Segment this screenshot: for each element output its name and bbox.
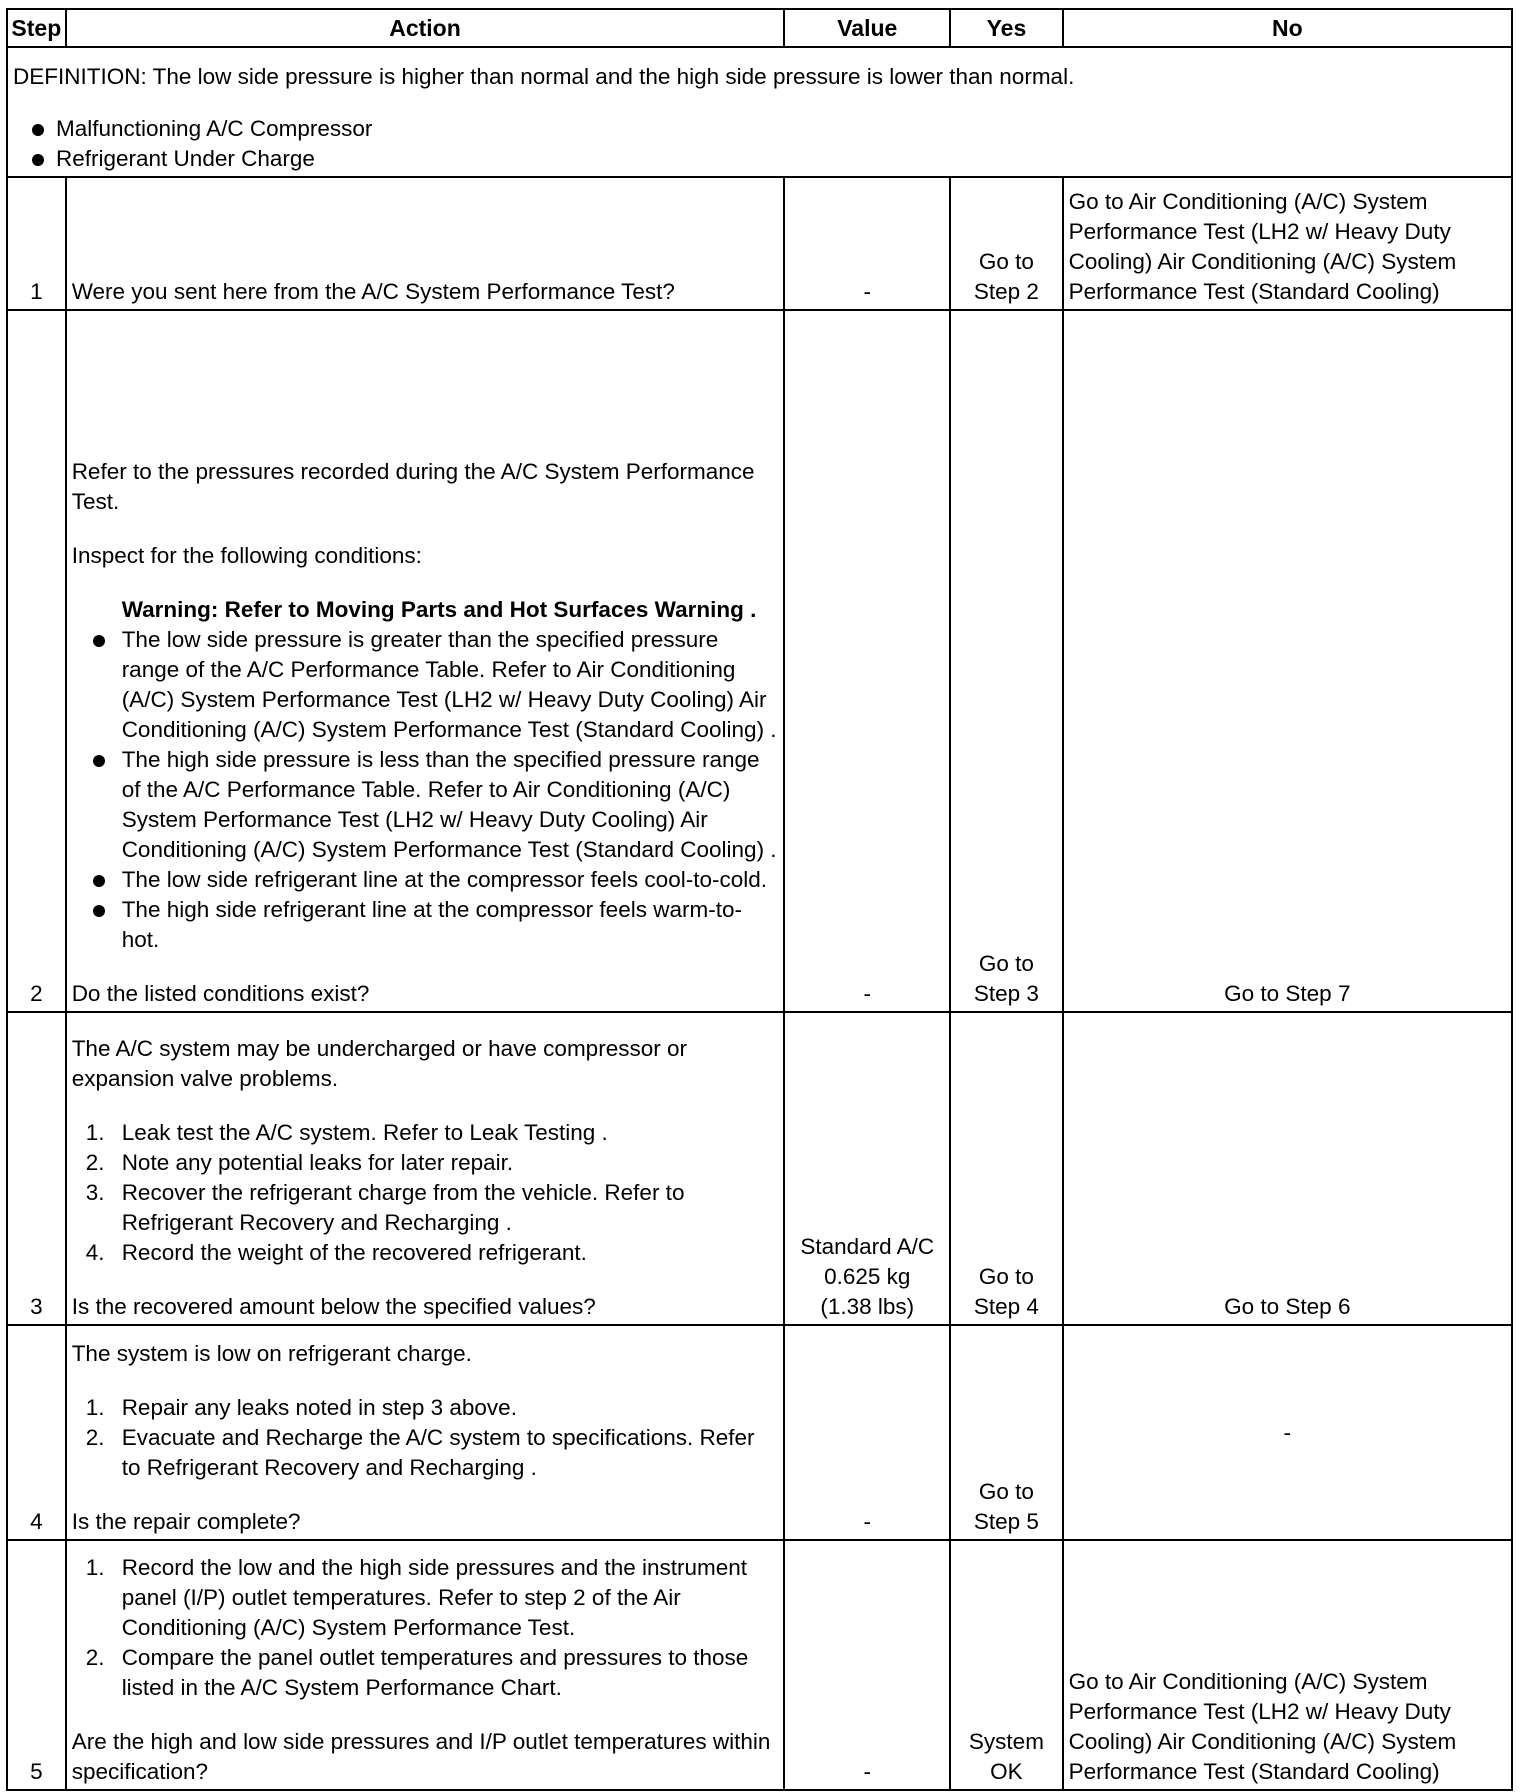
step-question: Are the high and low side pressures and I/P outlet temperatures within specification? [71,1729,771,1784]
step-intro: The system is low on refrigerant charge. [71,1341,472,1366]
step-yes: Go to Step 4 [950,1012,1062,1325]
header-value: Value [784,9,950,47]
step-row-2 [7,310,1512,1012]
step-number: 5 [7,1540,66,1790]
definition-text: DEFINITION: The low side pressure is higher than normal and the high side pressure is lower than normal. [13,64,1075,89]
step-action [66,1012,785,1325]
diagnostic-table [6,8,1513,1791]
step-action [66,310,785,1012]
step-question: Is the repair complete? [71,1509,301,1534]
step-value: - [784,310,950,1012]
step-yes: Go to Step 3 [950,310,1062,1012]
step-no: Go to Air Conditioning (A/C) System Performance Test (LH2 w/ Heavy Duty Cooling) Air Conditioning (A/C) System Performance Test (Standard Cooling) [1063,177,1512,310]
step-no: Go to Step 7 [1063,310,1512,1012]
condition-item: The low side pressure is greater than the specified pressure range of the A/C Performance Table. Refer to Air Conditioning (A/C) System Performance Test (LH2 w/ Heavy Duty Cooling) Air Conditioning (A/C) System Performance Test (Standard Cooling) . [72,625,779,745]
step-row-5 [7,1540,1512,1790]
step-value: - [784,1540,950,1790]
header-no: No [1063,9,1512,47]
action-item: 1. Record the low and the high side pressures and the instrument panel (I/P) outlet temperatures. Refer to step 2 of the Air Conditioning (A/C) System Performance Test. [85,1555,748,1640]
step-intro: Refer to the pressures recorded during the A/C System Performance Test. [71,459,755,514]
step-number: 4 [7,1325,66,1540]
value-line: Standard A/C [800,1234,935,1259]
cause-item: Refrigerant Under Charge [13,144,1506,174]
step-question: Were you sent here from the A/C System Performance Test? [71,279,675,304]
action-item: 4. Record the weight of the recovered refrigerant. [85,1240,587,1265]
step-yes: Go to Step 5 [950,1325,1062,1540]
step-number: 3 [7,1012,66,1325]
step-action [66,1540,785,1790]
value-line: 0.625 kg [824,1264,911,1289]
value-line: (1.38 lbs) [820,1294,915,1319]
action-item: 2. Evacuate and Recharge the A/C system to specifications. Refer to Refrigerant Recovery and Recharging . [85,1425,755,1480]
step-row-4 [7,1325,1512,1540]
step-value [784,1012,950,1325]
step-no: - [1063,1325,1512,1540]
header-row [7,9,1512,47]
cause-item: Malfunctioning A/C Compressor [13,114,1506,144]
step-question: Do the listed conditions exist? [71,981,370,1006]
action-item: 1. Leak test the A/C system. Refer to Leak Testing . [85,1120,608,1145]
action-item: 3. Recover the refrigerant charge from the vehicle. Refer to Refrigerant Recovery and Recharging . [85,1180,685,1235]
step-number: 1 [7,177,66,310]
step-row-3 [7,1012,1512,1325]
action-item: 2. Note any potential leaks for later repair. [85,1150,514,1175]
step-yes: System OK [950,1540,1062,1790]
action-item: 1. Repair any leaks noted in step 3 above. [85,1395,517,1420]
warning-text: Warning: Refer to Moving Parts and Hot Surfaces Warning . [121,597,757,622]
header-yes: Yes [950,9,1062,47]
definition-cell [7,47,1512,177]
condition-item: The high side pressure is less than the specified pressure range of the A/C Performance Table. Refer to Air Conditioning (A/C) System Performance Test (LH2 w/ Heavy Duty Cooling) Air Conditioning (A/C) System Performance Test (Standard Cooling) . [72,745,779,865]
condition-item: The low side refrigerant line at the compressor feels cool-to-cold. [72,865,779,895]
header-action: Action [66,9,785,47]
step-no: Go to Step 6 [1063,1012,1512,1325]
action-list [72,1393,779,1483]
condition-list [72,625,779,955]
step-value: - [784,1325,950,1540]
step-action [66,177,785,310]
step-yes: Go to Step 2 [950,177,1062,310]
action-item: 2. Compare the panel outlet temperatures and pressures to those listed in the A/C System Performance Chart. [85,1645,749,1700]
header-step: Step [7,9,66,47]
definition-row [7,47,1512,177]
step-no: Go to Air Conditioning (A/C) System Performance Test (LH2 w/ Heavy Duty Cooling) Air Conditioning (A/C) System Performance Test (Standard Cooling) [1063,1540,1512,1790]
step-action [66,1325,785,1540]
action-list [72,1553,779,1703]
step-intro: The A/C system may be undercharged or have compressor or expansion valve problems. [71,1036,687,1091]
action-list [72,1118,779,1268]
step-number: 2 [7,310,66,1012]
step-value: - [784,177,950,310]
step-question: Is the recovered amount below the specified values? [71,1294,596,1319]
condition-item: The high side refrigerant line at the compressor feels warm-to-hot. [72,895,779,955]
step-inspect: Inspect for the following conditions: [71,543,422,568]
cause-list [13,114,1506,174]
step-row-1 [7,177,1512,310]
